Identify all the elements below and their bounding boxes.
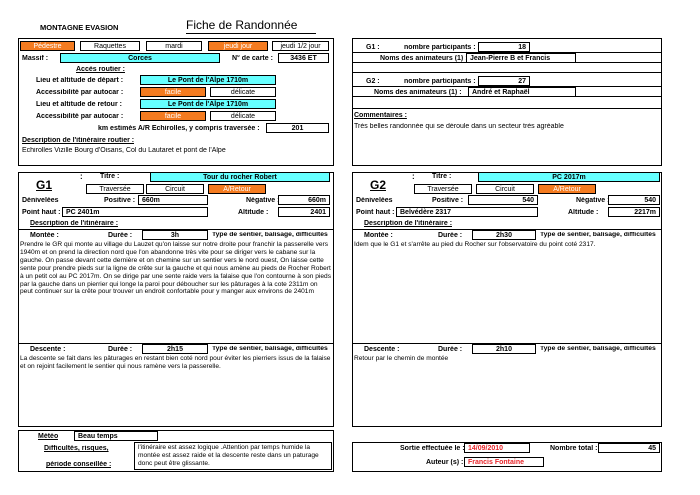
g2-circuit[interactable]: Circuit xyxy=(476,184,534,194)
g2-descente-label: Descente : xyxy=(364,346,400,353)
g2-duree2-label: Durée : xyxy=(438,346,463,353)
g1-participants[interactable]: 18 xyxy=(478,42,530,52)
g2-name: G2 xyxy=(370,179,387,191)
g2-titre-label: Titre : xyxy=(432,173,452,180)
retour-value[interactable]: Le Pont de l'Alpe 1710m xyxy=(140,99,276,109)
acces-title: Accès routier : xyxy=(76,66,126,73)
g2-montee-duree[interactable]: 2h30 xyxy=(472,230,536,240)
org-name: MONTAGNE EVASION xyxy=(40,24,119,32)
g2-ar[interactable]: A/Retour xyxy=(538,184,596,194)
g1-point-haut-label: Point haut : xyxy=(22,209,61,216)
depart-label: Lieu et altitude de départ : xyxy=(36,77,124,84)
jeudi-jour-option[interactable]: jeudi jour xyxy=(208,41,268,51)
acc-label: Accessibilité par autocar : xyxy=(36,89,124,96)
retour-label: Lieu et altitude de retour : xyxy=(36,101,122,108)
sortie-date[interactable]: 14/09/2010 xyxy=(464,443,530,453)
meteo-label: Météo xyxy=(38,433,59,440)
g1-duree2-label: Durée : xyxy=(108,346,133,353)
massif-label: Massif : xyxy=(22,55,49,62)
g1-montee-label: Montée : xyxy=(30,232,59,239)
g2-altitude-label: Altitude : xyxy=(568,209,599,216)
g2-point-haut-label: Point haut : xyxy=(356,209,395,216)
difficultes-text[interactable]: l'itinéraire est assez logique .Attention par temps humide la montée est assez raide et la descente reste dans un paturage donc peut être glissante. xyxy=(134,442,332,470)
g2-participants-label: nombre participants : xyxy=(404,78,476,85)
g1-participants-label: nombre participants : xyxy=(404,44,476,51)
g2-descente-text: Retour par le chemin de montée xyxy=(354,355,449,362)
g2-montee-text: Idem que le G1 et s'arrête au pied du Rocher sur l'observatoire du point coté 2317. xyxy=(354,241,596,248)
comment-text: Très belles randonnée qui se déroule dans un secteur très agréable xyxy=(354,123,564,130)
delicate-option[interactable]: délicate xyxy=(210,87,276,97)
jeudi-demi-option[interactable]: jeudi 1/2 jour xyxy=(272,41,329,51)
g1-duree-label: Durée : xyxy=(108,232,133,239)
sortie-label: Sortie effectuée le : xyxy=(400,445,465,452)
itin-title: Description de l'itinéraire routier : xyxy=(22,137,135,144)
comment-title: Commentaires : xyxy=(354,112,407,119)
massif-value[interactable]: Corces xyxy=(60,53,220,63)
g1-positive-label: Positive : xyxy=(104,197,136,204)
g1-montee-text: Prendre le GR qui monte au village du Lauzet qu'on laisse sur notre droite pour franchir la passerelle vers 1940m et on prend la direction nord que l'on abandonne très vite pour se diriger vers le cabane sur la gauche. On passe devant cette dernière et on chemine sur un sentier vers le nord ouest, On laisse cette sente pour prendre pieds sur la ligne de crête sur la gauche et qui nous amène au pieds de Rocher Robert à un petit col au PC 2017m. On se dirige par une sente raide vers la falaise que l'on contourne à son pieds par la gauche dans un pierrier qui longe la paroi pour déboucher sur les pâturages à la cote 2311m on peut continuer sur la crête pour trouver un endroit confortable pour y manger aux environs de 2401m xyxy=(20,241,331,296)
g2-positive-label: Positive : xyxy=(432,197,464,204)
g1-descente-label: Descente : xyxy=(30,346,66,353)
facile2-option[interactable]: facile xyxy=(140,111,206,121)
g2-titre[interactable]: PC 2017m xyxy=(478,172,660,182)
g1-colon: : xyxy=(80,173,83,181)
nombre-value[interactable]: 45 xyxy=(598,443,660,453)
g1-descente-text: La descente se fait dans les pâturages en restant bien coté nord pour éviter les pierriers issus de la falaise et on rejoint facilement le sentier qui nous ramène vers la passerelle. xyxy=(20,355,331,370)
g1-anim[interactable]: Jean-Pierre B et Francis xyxy=(466,53,576,63)
g2-label-top: G2 : xyxy=(366,78,380,85)
difficultes-label: Difficultés, risques, xyxy=(44,445,109,452)
g2-type2-label: Type de sentier, balisage, difficultés xyxy=(540,346,656,352)
page-title: Fiche de Randonnée xyxy=(186,19,298,31)
g1-altitude[interactable]: 2401 xyxy=(278,207,330,217)
g1-titre-label: Titre : xyxy=(100,173,120,180)
delicate2-option[interactable]: délicate xyxy=(210,111,276,121)
g1-deniv-label: Dénivelées xyxy=(22,197,59,204)
g1-desc-title: Description de l'itinéraire : xyxy=(30,220,119,227)
g2-duree-label: Durée : xyxy=(438,232,463,239)
g1-negative-label: Négative : xyxy=(246,197,280,204)
g2-anim[interactable]: André et Raphaël xyxy=(468,87,576,97)
g1-name: G1 xyxy=(36,179,53,191)
g1-type-label: Type de sentier, balisage, difficultés xyxy=(212,232,328,238)
g1-traversee[interactable]: Traversée xyxy=(86,184,144,194)
raquettes-option[interactable]: Raquettes xyxy=(80,41,140,51)
g2-montee-label: Montée : xyxy=(364,232,393,239)
g2-altitude[interactable]: 2217m xyxy=(608,207,660,217)
nombre-label: Nombre total : xyxy=(550,445,598,452)
g2-type-label: Type de sentier, balisage, difficultés xyxy=(540,232,656,238)
g2-traversee[interactable]: Traversée xyxy=(414,184,472,194)
g1-altitude-label: Altitude : xyxy=(238,209,269,216)
auteur-label: Auteur (s) : xyxy=(426,459,464,466)
g2-colon: : xyxy=(412,173,415,181)
g2-desc-title: Description de l'itinéraire : xyxy=(364,220,453,227)
g1-type2-label: Type de sentier, balisage, difficultés xyxy=(212,346,328,352)
pedestre-option[interactable]: Pédestre xyxy=(20,41,75,51)
g2-descente-duree[interactable]: 2h10 xyxy=(472,344,536,354)
g2-negative[interactable]: 540 xyxy=(608,195,660,205)
acc2-label: Accessibilité par autocar : xyxy=(36,113,124,120)
g2-positive[interactable]: 540 xyxy=(468,195,538,205)
carte-label: N° de carte : xyxy=(232,55,273,62)
g2-anim-label: Noms des animateurs (1) : xyxy=(374,89,462,96)
g2-negative-label: Négative : xyxy=(576,197,610,204)
depart-value[interactable]: Le Pont de l'Alpe 1710m xyxy=(140,75,276,85)
g1-positive[interactable]: 660m xyxy=(138,195,208,205)
g1-descente-duree[interactable]: 2h15 xyxy=(142,344,208,354)
km-value[interactable]: 201 xyxy=(266,123,329,133)
meteo-value[interactable]: Beau temps xyxy=(74,431,158,441)
g1-anim-label: Noms des animateurs (1) : xyxy=(380,55,468,62)
g1-circuit[interactable]: Circuit xyxy=(146,184,204,194)
g2-deniv-label: Dénivelées xyxy=(356,197,393,204)
g2-participants[interactable]: 27 xyxy=(478,76,530,86)
g1-negative[interactable]: 660m xyxy=(278,195,330,205)
day-option[interactable]: mardi xyxy=(146,41,202,51)
g1-point-haut[interactable]: PC 2401m xyxy=(62,207,208,217)
g1-montee-duree[interactable]: 3h xyxy=(142,230,208,240)
itin-text: Echirolles Vizille Bourg d'Oisans, Col du Lautaret et pont de l'Alpe xyxy=(22,147,226,154)
g1-label-top: G1 : xyxy=(366,44,380,51)
auteur-value[interactable]: Francis Fontaine xyxy=(464,457,544,467)
facile-option[interactable]: facile xyxy=(140,87,206,97)
g2-point-haut[interactable]: Belvédère 2317 xyxy=(396,207,538,217)
carte-value[interactable]: 3436 ET xyxy=(278,53,329,63)
g1-titre[interactable]: Tour du rocher Robert xyxy=(150,172,330,182)
periode-label: période conseillée : xyxy=(46,461,112,468)
g1-ar[interactable]: A/Retour xyxy=(208,184,266,194)
km-label: km estimés A/R Echirolles, y compris traversée : xyxy=(98,125,260,132)
